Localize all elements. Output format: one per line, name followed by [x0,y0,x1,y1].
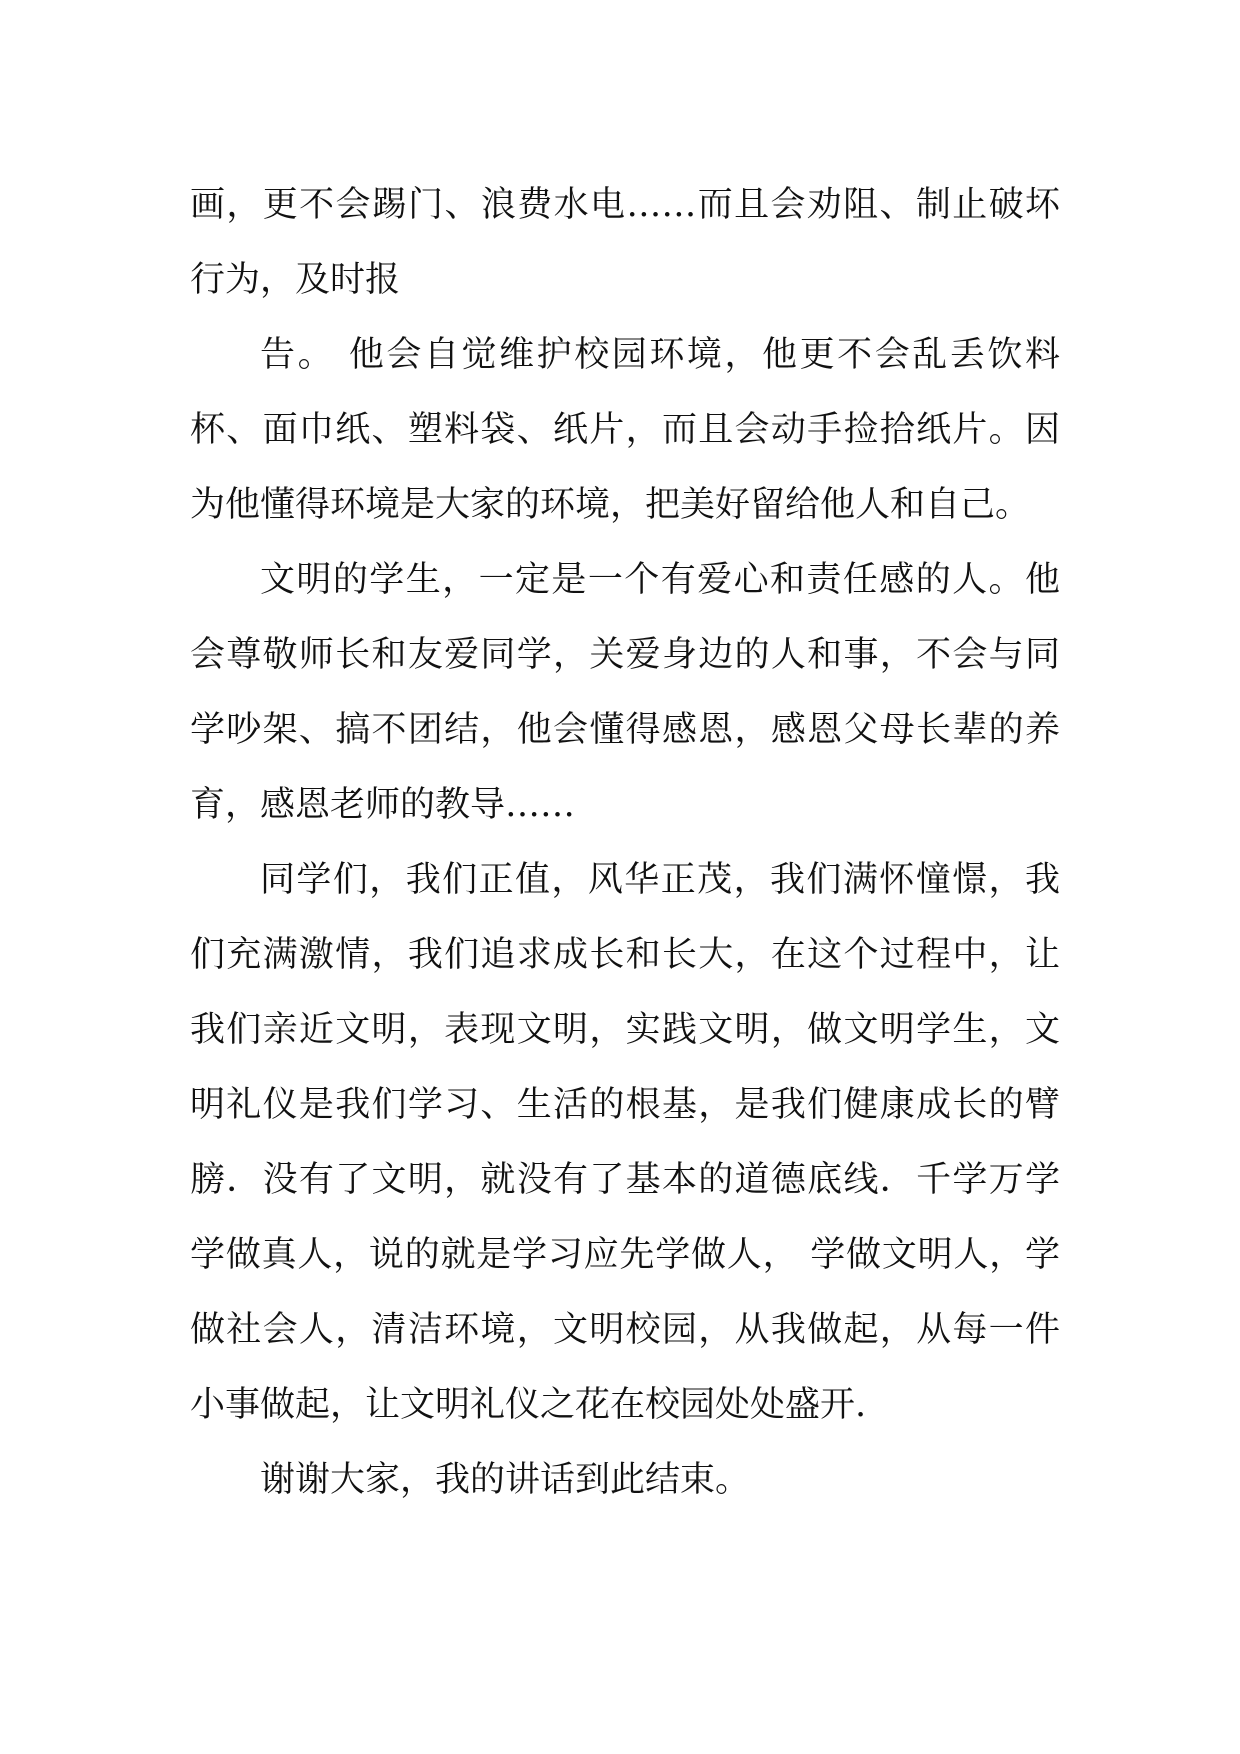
paragraph-1: 画，更不会踢门、浪费水电……而且会劝阻、制止破坏行为，及时报 [190,185,1060,300]
paragraph-2: 告。 他会自觉维护校园环境，他更不会乱丢饮料杯、面巾纸、塑料袋、纸片，而且会动手捡拾纸片。因为他懂得环境是大家的环境，把美好留给他人和自己。 [190,335,1060,525]
paragraph-4: 同学们，我们正值，风华正茂，我们满怀憧憬，我们充满激情，我们追求成长和长大，在这个过程中，让我们亲近文明，表现文明，实践文明，做文明学生，文明礼仪是我们学习、生活的根基，是我们健康成长的臂膀．没有了文明，就没有了基本的道德底线．千学万学学做真人，说的就是学习应先学做人， 学做文明人，学做社会人，清洁环境，文明校园，从我做起，从每一件小事做起，让文明礼仪之花在校园处处盛开. [190,860,1060,1425]
paragraph-5: 谢谢大家，我的讲话到此结束。 [260,1460,751,1500]
document-body [190,168,1060,1518]
paragraph-3: 文明的学生，一定是一个有爱心和责任感的人。他会尊敬师长和友爱同学，关爱身边的人和事，不会与同学吵架、搞不团结，他会懂得感恩，感恩父母长辈的养育，感恩老师的教导…… [190,560,1060,825]
